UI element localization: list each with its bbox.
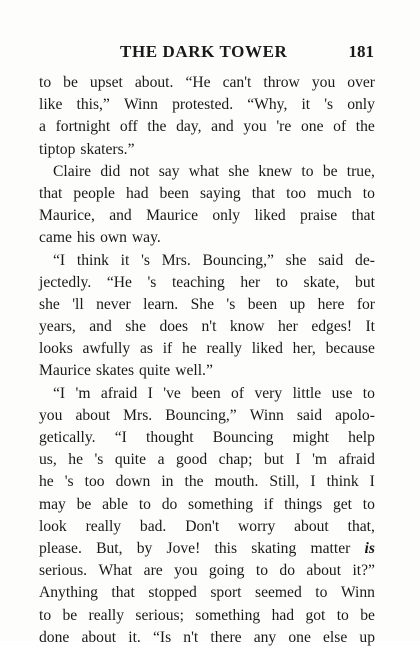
text-line: please. But, by Jove! this skating matter is	[39, 539, 375, 557]
text-line: jectedly. “He 's teaching her to skate, but	[39, 273, 375, 291]
text-line: like this,” Winn protested. “Why, it 's only	[39, 96, 375, 114]
text-line: she 'll never learn. She 's been up here for	[39, 295, 375, 313]
text-line: us, he 's quite a good chap; but I 'm afraid	[39, 451, 375, 469]
text-line: a fortnight off the day, and you 're one of the	[39, 118, 375, 136]
text-line: tiptop skaters.”	[39, 140, 135, 158]
running-head	[120, 42, 374, 66]
text-line: Claire did not say what she knew to be true,	[53, 162, 375, 180]
text-line: you about Mrs. Bouncing,” Winn said apolo-	[39, 406, 375, 424]
text-line: may be able to do something if things get to	[39, 495, 375, 513]
running-title: THE DARK TOWER	[120, 42, 288, 61]
text-line: he 's too down in the mouth. Still, I think I	[39, 473, 375, 491]
body-text	[39, 72, 375, 649]
text-line: years, and she does n't know her edges! It	[39, 318, 375, 336]
text-line: getically. “I thought Bouncing might help	[39, 429, 375, 446]
text-line: looks awfully as if he really liked her, because	[39, 340, 375, 358]
text-line: to be really serious; something had got to be	[39, 606, 375, 624]
text-line: Maurice, and Maurice only liked praise that	[39, 207, 375, 225]
text-line: “I 'm afraid I 've been of very little use to	[53, 384, 375, 402]
text-line: to be upset about. “He can't throw you over	[39, 74, 375, 91]
text-line: that people had been saying that too much to	[39, 184, 375, 202]
text-line: look really bad. Don't worry about that,	[39, 517, 375, 535]
text-line: “I think it 's Mrs. Bouncing,” she said de-	[53, 251, 375, 269]
text-line: serious. What are you going to do about it?”	[39, 562, 375, 580]
text-line: done about it. “Is n't there any one else up	[39, 628, 375, 646]
text-line: came his own way.	[39, 229, 161, 247]
page-number: 181	[348, 42, 374, 61]
text-line: Anything that stopped sport seemed to Winn	[39, 584, 375, 602]
text-line: Maurice skates quite well.”	[39, 362, 213, 380]
